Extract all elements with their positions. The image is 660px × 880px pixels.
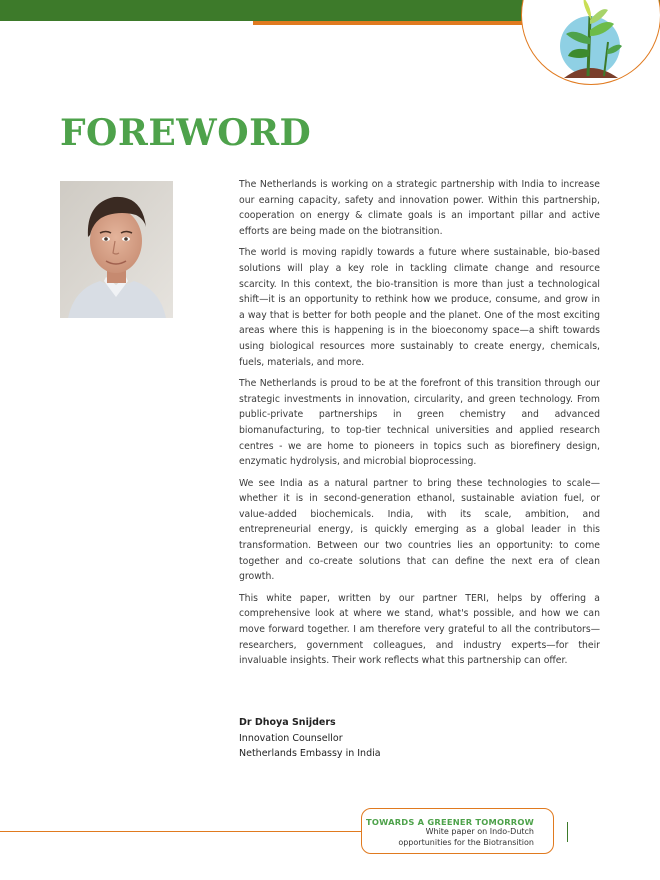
page-title: FOREWORD xyxy=(60,112,312,154)
signatory-organization: Netherlands Embassy in India xyxy=(239,748,381,759)
body-paragraph: The Netherlands is proud to be at the forefront of this transition through our strategic investments in innovation, circularity, and green technology. From public-private partnerships in green chemistry and advanced biomanufacturing, to top-tier technical universities and applied research centres - we are home to pioneers in topics such as biorefinery design, enzymatic hydrolysis, and microbial bioprocessing. xyxy=(239,378,600,468)
body-paragraph: The Netherlands is working on a strategic partnership with India to increase our earning capacity, safety and innovation power. Within this partnership, cooperation on energy & climate goals is an important pillar and active efforts are being made on the biotransition. xyxy=(239,179,600,237)
author-portrait xyxy=(60,181,173,318)
signature-block xyxy=(239,715,381,762)
foreword-body xyxy=(239,177,600,675)
footer-rule xyxy=(0,831,362,832)
footer-subtitle-line2: opportunities for the Biotransition xyxy=(398,837,534,847)
body-paragraph: We see India as a natural partner to bring these technologies to scale—whether it is in second-generation ethanol, sustainable aviation fuel, or value-added biochemicals. India, with its scale, ambition, and entrepreneurial energy, is quickly emerging as a global leader in this transformation. Between our two countries lies an opportunity: to come together and co-create solutions that can define the next era of clean growth. xyxy=(239,477,600,583)
body-paragraph: The world is moving rapidly towards a future where sustainable, bio-based solutions will play a key role in tackling climate change and resource scarcity. In this context, the bio-transition is more than just a technological shift—it is an opportunity to rethink how we produce, consume, and grow in a way that is better for both people and the planet. One of the most exciting areas where this is happening is in the bioeconomy space—a shift towards using biological resources more sustainably to create energy, chemicals, fuels, materials, and more. xyxy=(239,247,600,368)
signatory-role: Innovation Counsellor xyxy=(239,732,343,744)
signatory-name: Dr Dhoya Snijders xyxy=(239,717,336,728)
body-paragraph: This white paper, written by our partner TERI, helps by offering a comprehensive look at where we stand, what's possible, and how we can move forward together. I am therefore very grateful to all the contributors—researchers, government colleagues, and industry experts—for their invaluable insights. Their work reflects what this partnership can offer. xyxy=(239,592,600,667)
footer-title: TOWARDS A GREENER TOMORROW xyxy=(366,817,534,827)
footer-badge xyxy=(361,808,554,854)
header-accent-strip xyxy=(253,21,523,25)
footer-tick-mark xyxy=(567,822,568,842)
plant-seedling-icon xyxy=(521,0,660,85)
footer-subtitle-line1: White paper on Indo-Dutch xyxy=(425,827,534,836)
